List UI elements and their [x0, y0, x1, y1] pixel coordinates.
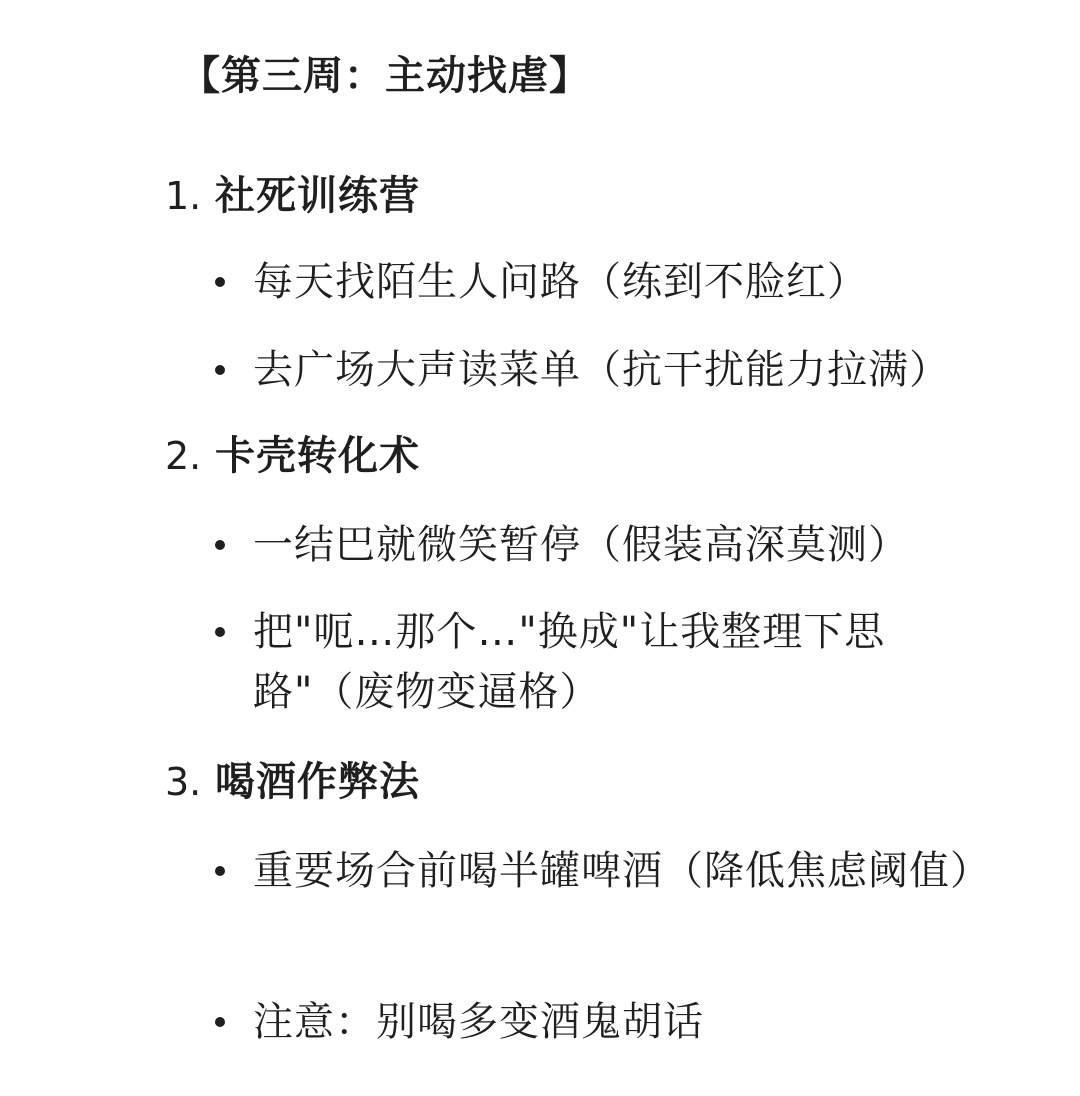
- bullet-icon: [215, 627, 225, 637]
- section-3-bullet-1: 重要场合前喝半罐啤酒（降低焦虑阈值）: [253, 848, 991, 894]
- week-heading: 【第三周：主动找虐】: [180, 53, 590, 99]
- section-2-bullet-2: 把"呃…那个…"换成"让我整理下思路"（废物变逼格）: [253, 609, 886, 715]
- section-2-bullet-1: 一结巴就微笑暂停（假装高深莫测）: [253, 522, 909, 568]
- bullet-icon: [215, 866, 225, 876]
- bullet-icon: [215, 540, 225, 550]
- section-3-number: 3.: [165, 760, 202, 804]
- section-2-title: 卡壳转化术: [215, 433, 420, 479]
- bullet-icon: [215, 277, 225, 287]
- section-2-number: 2.: [165, 434, 202, 478]
- section-3-bullet-2: 注意：别喝多变酒鬼胡话: [253, 999, 704, 1045]
- section-3-title: 喝酒作弊法: [215, 759, 420, 805]
- section-1-title: 社死训练营: [215, 173, 420, 219]
- bullet-icon: [215, 365, 225, 375]
- section-1-bullet-1: 每天找陌生人问路（练到不脸红）: [253, 259, 868, 305]
- bullet-icon: [215, 1017, 225, 1027]
- section-1-number: 1.: [165, 174, 202, 218]
- section-1-bullet-2: 去广场大声读菜单（抗干扰能力拉满）: [253, 347, 950, 393]
